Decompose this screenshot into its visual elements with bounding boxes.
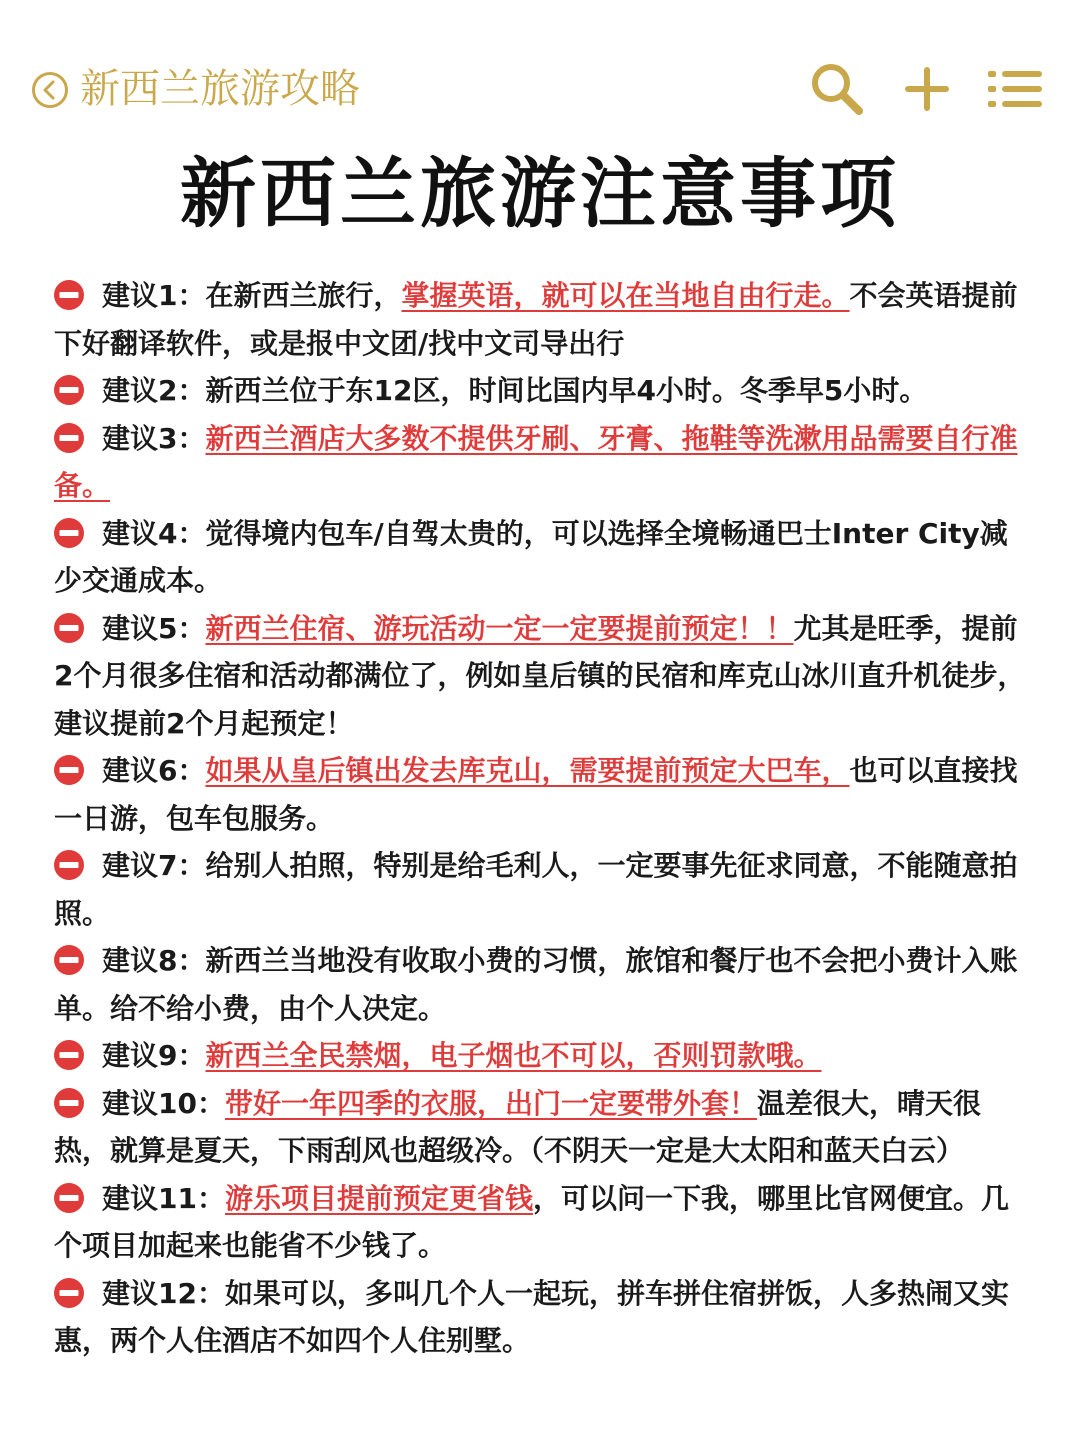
tips-list xyxy=(54,272,1026,1365)
tip-label: 建议7： xyxy=(102,849,206,882)
no-entry-icon xyxy=(54,945,84,975)
tip-highlight: 如果从皇后镇出发去库克山，需要提前预定大巴车， xyxy=(205,754,850,787)
tip-item xyxy=(54,415,1026,510)
tip-label: 建议5： xyxy=(102,611,206,645)
tip-text: 给别人拍照，特别是给毛利人，一定要事先征求同意，不能随意拍照。 xyxy=(54,849,1018,930)
no-entry-icon xyxy=(54,1183,84,1213)
tip-item xyxy=(54,747,1026,842)
no-entry-icon xyxy=(54,375,84,405)
no-entry-icon xyxy=(54,280,84,310)
tip-highlight: 新西兰住宿、游玩活动一定一定要提前预定！！ xyxy=(205,611,794,645)
search-icon[interactable] xyxy=(806,58,868,120)
page-title: 新西兰旅游注意事项 xyxy=(180,149,900,238)
tip-label: 建议12： xyxy=(102,1276,225,1310)
no-entry-icon xyxy=(54,850,84,880)
tip-label: 建议8： xyxy=(102,944,206,977)
tip-highlight: 游乐项目提前预定更省钱 xyxy=(224,1181,533,1215)
tip-highlight: 新西兰全民禁烟，电子烟也不可以，否则罚款哦。 xyxy=(205,1039,822,1072)
tip-label: 建议10： xyxy=(102,1086,225,1120)
tip-label: 建议2： xyxy=(102,374,206,407)
plus-icon[interactable] xyxy=(896,58,958,120)
tip-label: 建议1： xyxy=(102,279,206,312)
tip-item xyxy=(54,272,1026,367)
tip-item xyxy=(54,1270,1026,1365)
tip-item xyxy=(54,510,1026,605)
tip-text: 尤其是旺季，提前2个月很多住宿和活动都满位了，例如皇后镇的民宿和库克山冰川直升机徒步，建议提前2个月起预定！ xyxy=(54,611,1026,740)
no-entry-icon xyxy=(54,613,84,643)
tip-item xyxy=(54,937,1026,1032)
tip-text: 在新西兰旅行， xyxy=(205,279,402,312)
tip-text: 觉得境内包车/自驾太贵的，可以选择全境畅通巴士Inter City减少交通成本。 xyxy=(54,516,1008,597)
tip-label: 建议3： xyxy=(102,421,206,455)
tip-item xyxy=(54,1080,1026,1175)
tip-text: 不会英语提前下好翻译软件，或是报中文团/找中文司导出行 xyxy=(54,279,1018,360)
tip-item xyxy=(54,605,1026,748)
tip-item xyxy=(54,1175,1026,1270)
no-entry-icon xyxy=(54,1088,84,1118)
tip-text: 也可以直接找一日游，包车包服务。 xyxy=(54,754,1018,835)
tip-label: 建议11： xyxy=(102,1181,225,1215)
tip-label: 建议4： xyxy=(102,516,206,550)
list-menu-icon[interactable] xyxy=(984,58,1046,120)
chevron-left-circle-icon[interactable] xyxy=(30,70,70,110)
tip-item xyxy=(54,1032,1026,1080)
no-entry-icon xyxy=(54,1040,84,1070)
tip-text: 新西兰位于东12区，时间比国内早4小时。冬季早5小时。 xyxy=(205,374,928,407)
tip-highlight: 新西兰酒店大多数不提供牙刷、牙膏、拖鞋等洗漱用品需要自行准备。 xyxy=(54,421,1018,502)
no-entry-icon xyxy=(54,755,84,785)
no-entry-icon xyxy=(54,1278,84,1308)
nav-title: 新西兰旅游攻略 xyxy=(80,66,360,112)
tip-text: ，可以问一下我，哪里比官网便宜。几个项目加起来也能省不少钱了。 xyxy=(54,1181,1009,1262)
tip-highlight: 掌握英语，就可以在当地自由行走。 xyxy=(401,279,850,312)
tip-item xyxy=(54,367,1026,415)
tip-label: 建议9： xyxy=(102,1039,206,1072)
tip-text: 如果可以，多叫几个人一起玩，拼车拼住宿拼饭，人多热闹又实惠，两个人住酒店不如四个人住别墅。 xyxy=(54,1276,1009,1357)
tip-item xyxy=(54,842,1026,937)
no-entry-icon xyxy=(54,518,84,548)
tip-text: 温差很大，晴天很热，就算是夏天，下雨刮风也超级冷。（不阴天一定是大太阳和蓝天白云） xyxy=(54,1086,981,1167)
tip-label: 建议6： xyxy=(102,754,206,787)
top-nav-bar xyxy=(0,52,1080,128)
no-entry-icon xyxy=(54,423,84,453)
tip-text: 新西兰当地没有收取小费的习惯，旅馆和餐厅也不会把小费计入账单。给不给小费，由个人决定。 xyxy=(54,944,1018,1025)
tip-highlight: 带好一年四季的衣服，出门一定要带外套！ xyxy=(224,1086,757,1120)
